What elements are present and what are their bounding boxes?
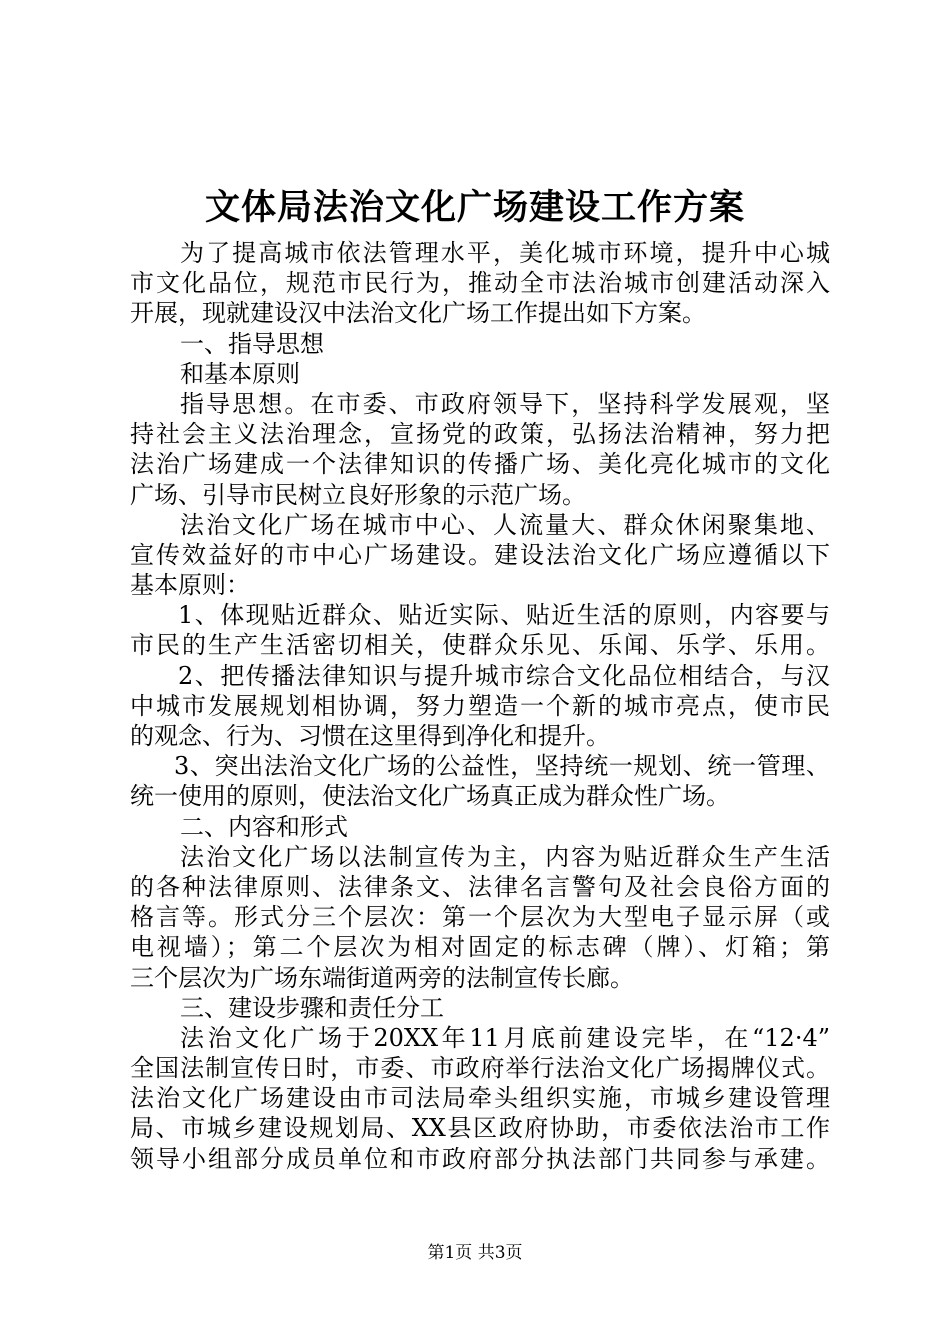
list-item-line: 1、体现贴近群众、贴近实际、贴近生活的原则，内容要与 <box>178 601 830 630</box>
list-item-line: 3、突出法治文化广场的公益性，坚持统一规划、统一管理、 <box>174 752 830 781</box>
paragraph-line: 法治文化广场于20XX年11月底前建设完毕，在“12·4” <box>180 1023 830 1052</box>
section-heading-continued: 和基本原则 <box>180 359 300 388</box>
section-heading: 三、建设步骤和责任分工 <box>180 993 444 1022</box>
paragraph-line: 法治广场建成一个法律知识的传播广场、美化亮化城市的文化 <box>130 450 830 479</box>
paragraph-line: 格言等。形式分三个层次：第一个层次为大型电子显示屏（或 <box>130 903 830 932</box>
paragraph-line: 广场、引导市民树立良好形象的示范广场。 <box>130 480 586 509</box>
paragraph-line: 法治文化广场建设由市司法局牵头组织实施，市城乡建设管理 <box>130 1084 830 1113</box>
paragraph-line: 为了提高城市依法管理水平，美化城市环境，提升中心城 <box>180 239 830 267</box>
paragraph-line: 指导思想。在市委、市政府领导下，坚持科学发展观，坚 <box>180 389 830 418</box>
list-item-line: 中城市发展规划相协调，努力塑造一个新的城市亮点，使市民 <box>130 691 830 720</box>
paragraph-line: 开展，现就建设汉中法治文化广场工作提出如下方案。 <box>130 299 706 328</box>
document-title: 文体局法治文化广场建设工作方案 <box>204 187 745 228</box>
paragraph-line: 三个层次为广场东端街道两旁的法制宣传长廊。 <box>130 963 634 992</box>
paragraph-line: 基本原则： <box>130 571 250 600</box>
paragraph-line: 市文化品位，规范市民行为，推动全市法治城市创建活动深入 <box>130 269 830 298</box>
page-number-footer: 第1页 共3页 <box>427 1243 523 1263</box>
paragraph-line: 领导小组部分成员单位和市政府部分执法部门共同参与承建。 <box>130 1144 830 1173</box>
list-item-line: 市民的生产生活密切相关，使群众乐见、乐闻、乐学、乐用。 <box>130 631 830 660</box>
paragraph-line: 宣传效益好的市中心广场建设。建设法治文化广场应遵循以下 <box>130 540 830 569</box>
paragraph-line: 电视墙）；第二个层次为相对固定的标志碑（牌）、灯箱；第 <box>130 933 830 962</box>
document-body <box>130 238 830 1174</box>
paragraph-line: 的各种法律原则、法律条文、法律名言警句及社会良俗方面的 <box>130 872 830 901</box>
paragraph-line: 全国法制宣传日时，市委、市政府举行法治文化广场揭牌仪式。 <box>130 1054 830 1083</box>
paragraph-line: 法治文化广场在城市中心、人流量大、群众休闲聚集地、 <box>180 510 830 539</box>
section-heading: 二、内容和形式 <box>180 812 348 841</box>
paragraph-line: 持社会主义法治理念，宣扬党的政策，弘扬法治精神，努力把 <box>130 420 830 449</box>
section-heading: 一、指导思想 <box>180 329 324 358</box>
paragraph-line: 法治文化广场以法制宣传为主，内容为贴近群众生产生活 <box>180 842 830 871</box>
paragraph-line: 局、市城乡建设规划局、XX县区政府协助，市委依法治市工作 <box>130 1114 830 1143</box>
list-item-line: 的观念、行为、习惯在这里得到净化和提升。 <box>130 722 610 750</box>
list-item-line: 统一使用的原则，使法治文化广场真正成为群众性广场。 <box>130 782 730 811</box>
list-item-line: 2、把传播法律知识与提升城市综合文化品位相结合，与汉 <box>178 661 830 690</box>
